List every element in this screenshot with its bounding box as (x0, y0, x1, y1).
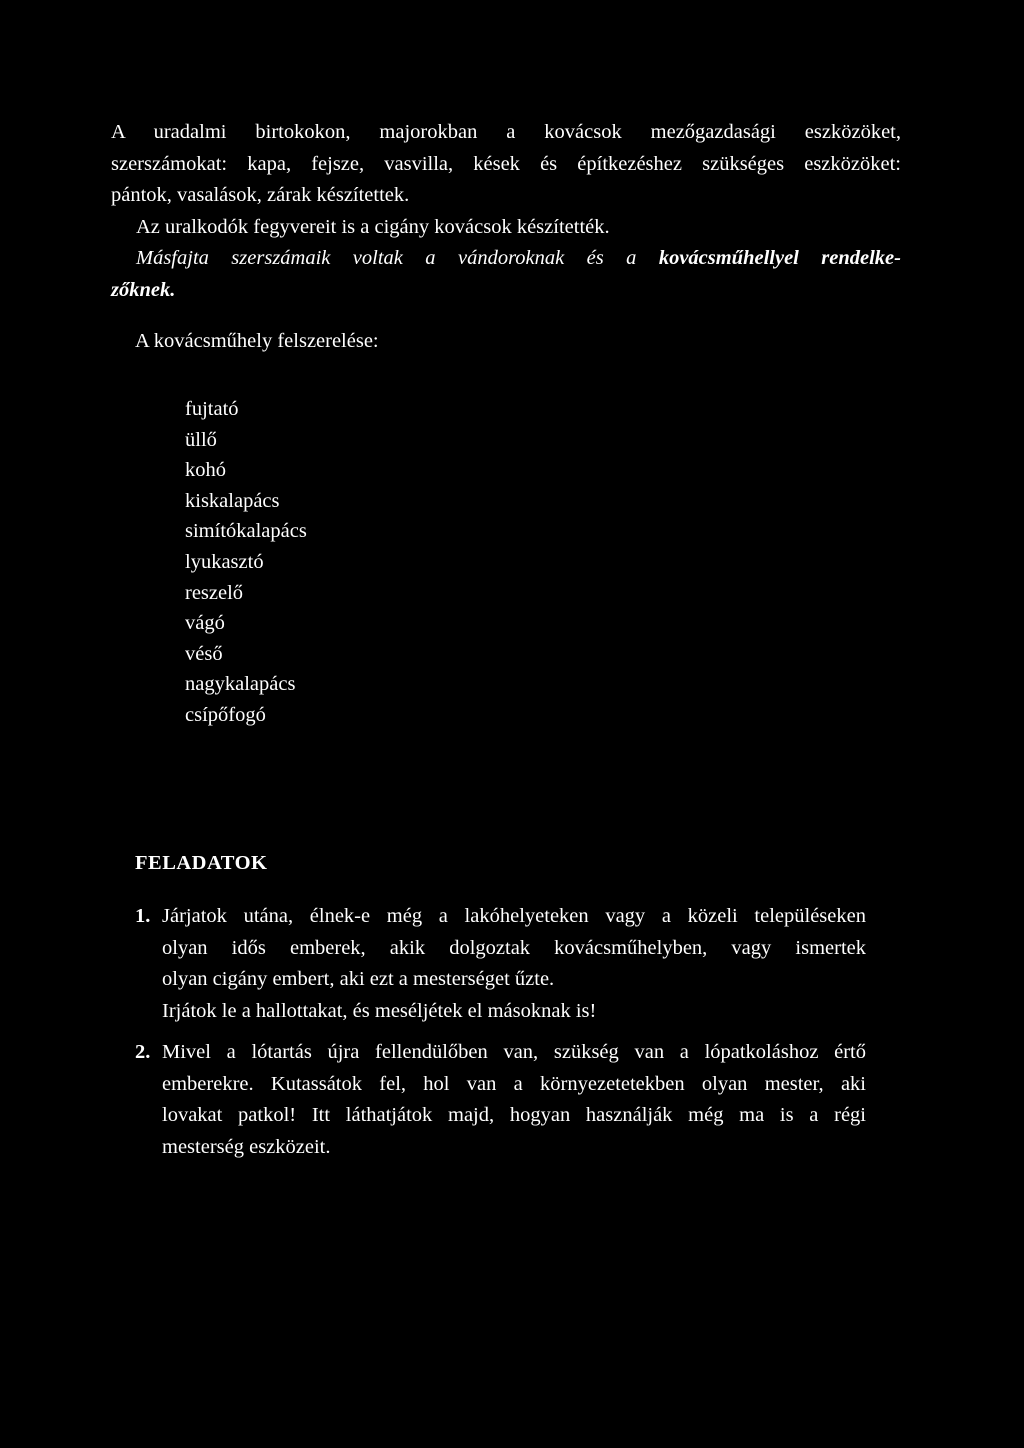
intro-line: pántok, vasalások, zárak készítettek. (111, 184, 410, 206)
task-body (162, 1037, 866, 1163)
equipment-item: fujtató (185, 398, 239, 420)
task-line: Mivel a lótartás újra fellendülőben van, szükség van a lópatkoláshoz értő (162, 1041, 866, 1063)
task-line: olyan cigány embert, aki ezt a mesterséget űzte. (162, 968, 555, 991)
equipment-heading: A kovácsműhely felszerelése: (135, 330, 379, 352)
task-line: lovakat patkol! Itt láthatjátok majd, hogyan használják még ma is a régi (162, 1104, 866, 1127)
equipment-item: vágó (185, 612, 225, 635)
intro-italic-line (111, 243, 901, 275)
intro-italic-line (111, 275, 901, 307)
intro-bold-italic-text: kovácsműhellyel rendelke- (658, 247, 901, 269)
task-line: mesterség eszközeit. (162, 1135, 331, 1158)
intro-line: Az uralkodók fegyvereit is a cigány kovácsok készítették. (136, 215, 610, 238)
tasks-heading: FELADATOK (135, 852, 268, 874)
task-item (135, 1037, 866, 1163)
equipment-item: simítókalapács (185, 520, 307, 543)
equipment-item: véső (185, 642, 223, 665)
equipment-item: lyukasztó (185, 550, 264, 573)
equipment-item: kohó (185, 459, 226, 482)
task-item (135, 901, 866, 1027)
task-line: Irjátok le a hallottakat, és meséljétek el másoknak is! (162, 999, 597, 1022)
intro-line: szerszámokat: kapa, fejsze, vasvilla, kések és építkezéshez szükséges eszközöket: (111, 152, 901, 175)
task-body (162, 901, 866, 1027)
task-line: Járjatok utána, élnek-e még a lakóhelyeteken vagy a közeli településeken (162, 905, 866, 927)
task-number: 1. (135, 905, 151, 927)
equipment-item: csípőfogó (185, 703, 266, 726)
intro-line: A uradalmi birtokokon, majorokban a kovácsok mezőgazdasági eszközöket, (111, 121, 901, 143)
task-line: emberekre. Kutassátok fel, hol van a környezetetekben olyan mester, aki (162, 1072, 866, 1095)
intro-italic-text: Másfajta szerszámaik voltak a vándoroknak és a (136, 247, 659, 269)
equipment-item: nagykalapács (185, 673, 296, 696)
task-line: olyan idős emberek, akik dolgoztak kovácsműhelyben, vagy ismertek (162, 936, 866, 959)
equipment-item: kiskalapács (185, 489, 280, 512)
task-number: 2. (135, 1041, 151, 1063)
equipment-item: reszelő (185, 581, 244, 604)
equipment-list (185, 394, 307, 731)
equipment-item: üllő (185, 428, 217, 451)
intro-bold-italic-text: zőknek. (111, 278, 176, 301)
intro-paragraph (111, 117, 901, 306)
